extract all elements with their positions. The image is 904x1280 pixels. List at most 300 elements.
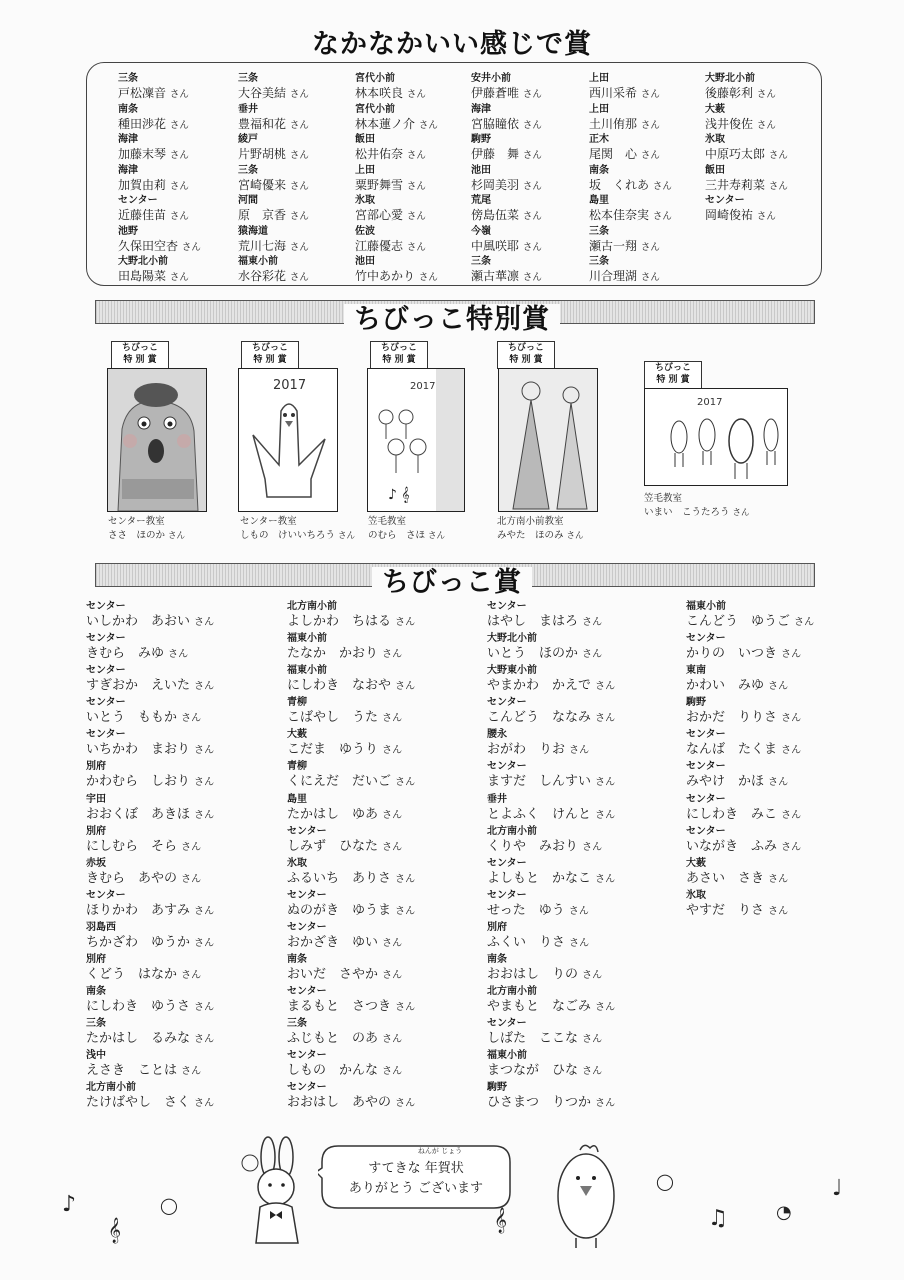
- entry-school: センター: [287, 889, 327, 901]
- entry-name: いちかわ まおり さん: [86, 742, 215, 758]
- award-entry: [86, 632, 214, 664]
- entry-school: 別府: [86, 761, 106, 773]
- award-entry: [355, 225, 438, 256]
- entry-school: センター: [86, 889, 126, 901]
- entry-school: 綾戸: [238, 134, 258, 145]
- entry-name: すぎおか えいた さん: [86, 678, 215, 694]
- entry-school: 上田: [589, 73, 609, 84]
- section1-column: [238, 72, 309, 286]
- entry-name: おがわ りお さん: [487, 742, 590, 758]
- entry-name: ふくい りさ さん: [487, 934, 590, 950]
- section3-column: [287, 600, 415, 1114]
- award-entry: [86, 825, 214, 857]
- award-tag: ちびっこ 特 別 賞: [111, 341, 169, 369]
- entry-school: 福東小前: [287, 665, 327, 677]
- entry-name: よしもと かなこ さん: [487, 870, 616, 886]
- entry-name: 宮部心愛 さん: [355, 208, 426, 222]
- award-entry: [487, 953, 615, 985]
- entry-name: せった ゆう さん: [487, 902, 589, 918]
- drawing-princesses: [498, 368, 598, 512]
- entry-name: いとう ほのか さん: [487, 646, 603, 662]
- entry-name: 水谷彩花 さん: [238, 269, 309, 283]
- award-entry: [589, 225, 672, 256]
- entry-name: やまかわ かえで さん: [487, 678, 616, 694]
- award-entry: [705, 164, 788, 195]
- award-entry: [471, 103, 542, 134]
- entry-name: ふじもと のあ さん: [287, 1031, 403, 1047]
- entry-name: やすだ りさ さん: [686, 902, 789, 918]
- entry-school: 別府: [86, 825, 106, 837]
- award-entry: [705, 72, 788, 103]
- entry-school: センター: [287, 1050, 327, 1062]
- entry-school: 別府: [86, 954, 106, 966]
- entry-name: 宮崎優来 さん: [238, 177, 309, 192]
- entry-name: かわむら しおり さん: [86, 774, 215, 790]
- entry-name: にしわき みこ さん: [686, 806, 802, 822]
- entry-name: おかざき ゆい さん: [287, 934, 403, 950]
- entry-school: 氷取: [705, 134, 725, 145]
- award-entry: [287, 728, 415, 760]
- entry-name: たかはし るみな さん: [86, 1031, 215, 1047]
- drawing-year-text-2: 2017: [410, 381, 436, 392]
- section3-column: [487, 600, 615, 1114]
- award-entry: [355, 194, 438, 225]
- entry-name: みやけ かほ さん: [686, 774, 789, 790]
- entry-school: 青柳: [287, 697, 307, 709]
- award-entry: [471, 194, 542, 225]
- entry-school: センター: [487, 601, 527, 612]
- section2-title: [0, 297, 904, 336]
- entry-name: 加藤末琴 さん: [118, 147, 189, 161]
- entry-name: 瀬古華凛 さん: [471, 269, 542, 283]
- award-entry: [355, 72, 438, 103]
- entry-school: 三条: [118, 73, 138, 84]
- entry-name: にしわき なおや さん: [287, 678, 416, 694]
- award-entry: [471, 225, 542, 256]
- entry-name: 傍島伍菜 さん: [471, 208, 542, 222]
- entry-name: 竹中あかり さん: [355, 269, 438, 283]
- award-entry: [118, 225, 201, 256]
- entry-name: 伊藤蒼唯 さん: [471, 86, 542, 100]
- entry-school: 大薮: [287, 729, 307, 741]
- award-entry: [86, 728, 214, 760]
- entry-name: なんば たくま さん: [686, 742, 802, 758]
- award-entry: [686, 857, 814, 889]
- entry-name: ちかざわ ゆうか さん: [86, 934, 215, 950]
- entry-name: 近藤佳苗 さん: [118, 208, 189, 222]
- drawing-year-text: 2017: [273, 378, 307, 393]
- entry-school: 大薮: [686, 857, 706, 869]
- music-note-icon: ♪: [62, 1192, 77, 1217]
- award-school: 笠毛教室: [644, 493, 683, 504]
- entry-school: 駒野: [686, 697, 706, 709]
- entry-name: くどう はなか さん: [86, 967, 202, 983]
- entry-school: 三条: [589, 225, 609, 237]
- award-entry: [589, 133, 672, 164]
- section1-column: [705, 72, 788, 225]
- entry-name: たけばやし さく さん: [86, 1095, 215, 1111]
- award-entry: [287, 857, 415, 889]
- entry-name: くりや みおり さん: [487, 838, 603, 854]
- entry-name: 林本咲良 さん: [355, 86, 426, 100]
- award-entry: [287, 664, 415, 696]
- drawing-chick-svg: [108, 369, 206, 511]
- award-entry: [705, 133, 788, 164]
- entry-school: 宇田: [86, 793, 106, 805]
- entry-school: 今嶺: [471, 225, 491, 237]
- entry-school: センター: [86, 601, 126, 612]
- entry-school: 海津: [118, 134, 138, 145]
- entry-school: 三条: [238, 73, 258, 84]
- award-entry: [487, 728, 615, 760]
- award-entry: [487, 921, 615, 953]
- award-entry: [86, 696, 214, 728]
- entry-school: 飯田: [355, 134, 375, 145]
- entry-name: 杉岡美羽 さん: [471, 177, 542, 192]
- section3-title-text: ちびっこ賞: [372, 567, 532, 598]
- award-entry: [287, 696, 415, 728]
- award-entry: [118, 72, 201, 103]
- chick-icon: [540, 1140, 630, 1250]
- entry-school: 安井小前: [471, 73, 511, 84]
- award-entry: [238, 194, 309, 225]
- entry-name: 宮脇瞳依 さん: [471, 116, 542, 131]
- message-line1: すてきな 年賀状: [368, 1161, 464, 1176]
- entry-name: よしかわ ちはる さん: [287, 614, 416, 629]
- entry-name: にしわき ゆうさ さん: [86, 999, 215, 1015]
- entry-name: えさき ことは さん: [86, 1063, 202, 1079]
- award-entry: [487, 825, 615, 857]
- section1-column: [471, 72, 542, 286]
- entry-school: センター: [686, 761, 726, 773]
- award-entry: [118, 255, 201, 286]
- entry-name: 荒川七海 さん: [238, 238, 309, 253]
- entry-school: 荒尾: [471, 195, 491, 206]
- entry-name: きむら あやの さん: [86, 870, 202, 886]
- award-entry: [238, 103, 309, 134]
- entry-name: いとう ももか さん: [86, 710, 202, 726]
- small-chick-icon: ◔: [776, 1202, 792, 1223]
- entry-school: 福東小前: [238, 256, 278, 267]
- rabbit-icon: [228, 1135, 328, 1250]
- entry-name: 岡崎俊祐 さん: [705, 208, 776, 222]
- entry-name: こんどう ななみ さん: [487, 710, 616, 726]
- award-entry: [471, 72, 542, 103]
- award-entry: [238, 164, 309, 195]
- entry-school: 北方南小前: [487, 986, 537, 998]
- award-school: センター教室: [240, 516, 297, 527]
- award-entry: [487, 760, 615, 792]
- award-entry: [86, 600, 214, 632]
- entry-school: 福東小前: [487, 1050, 527, 1062]
- entry-name: 三井寿莉菜 さん: [705, 177, 788, 192]
- entry-school: 佐波: [355, 225, 375, 237]
- entry-name: 中原巧太郎 さん: [705, 147, 788, 161]
- award-entry: [287, 825, 415, 857]
- entry-school: センター: [705, 195, 745, 206]
- entry-name: はやし まはろ さん: [487, 614, 603, 629]
- entry-name: おかだ りりさ さん: [686, 710, 802, 726]
- award-entry: [287, 889, 415, 921]
- award-entry: [86, 1017, 214, 1049]
- entry-school: センター: [287, 1082, 327, 1094]
- message-line2: ありがとう ございます: [348, 1181, 484, 1196]
- entry-school: センター: [487, 1018, 527, 1030]
- award-tag: ちびっこ 特 別 賞: [370, 341, 428, 369]
- award-entry: [287, 1017, 415, 1049]
- entry-name: 川合理湖 さん: [589, 269, 660, 283]
- entry-name: しみず ひなた さん: [287, 838, 403, 854]
- entry-name: 土川侑那 さん: [589, 116, 660, 131]
- entry-school: 東南: [686, 665, 706, 677]
- award-entry: [686, 632, 814, 664]
- drawing-chicks-row-svg: [645, 389, 787, 485]
- drawing-chicks-row: [644, 388, 788, 486]
- entry-school: 河間: [238, 195, 258, 206]
- section1-column: [355, 72, 438, 286]
- entry-name: いながき ふみ さん: [686, 838, 802, 854]
- entry-school: 大野東小前: [487, 665, 537, 677]
- entry-name: きむら みゆ さん: [86, 646, 189, 662]
- entry-name: 粟野舞雪 さん: [355, 177, 426, 192]
- entry-school: 氷取: [355, 195, 375, 206]
- entry-school: 垂井: [238, 103, 258, 115]
- entry-name: ますだ しんすい さん: [487, 774, 616, 790]
- award-entry: [589, 194, 672, 225]
- entry-school: センター: [287, 921, 327, 933]
- entry-school: 氷取: [686, 889, 706, 901]
- section3-title: [0, 560, 904, 599]
- award-entry: [86, 1081, 214, 1113]
- entry-school: 三条: [589, 256, 609, 267]
- award-entry: [86, 921, 214, 953]
- entry-school: 島里: [287, 793, 307, 805]
- entry-name: しばた ここな さん: [487, 1031, 603, 1047]
- entry-school: 大野北小前: [705, 73, 755, 84]
- entry-school: 海津: [471, 103, 491, 115]
- entry-name: 坂 くれあ さん: [589, 177, 672, 192]
- entry-school: センター: [686, 633, 726, 645]
- award-name: ささ ほのか さん: [108, 530, 186, 541]
- award-entry: [355, 103, 438, 134]
- entry-name: 西川采希 さん: [589, 86, 660, 100]
- entry-name: ふるいち ありさ さん: [287, 870, 416, 886]
- entry-name: いしかわ あおい さん: [86, 614, 215, 629]
- award-entry: [686, 696, 814, 728]
- entry-school: センター: [686, 729, 726, 741]
- award-entry: [287, 1049, 415, 1081]
- award-entry: [287, 600, 415, 632]
- entry-school: 駒野: [471, 134, 491, 145]
- entry-name: おおはし あやの さん: [287, 1095, 416, 1111]
- section3-column: [86, 600, 214, 1114]
- entry-school: 南条: [589, 164, 609, 176]
- entry-name: たなか かおり さん: [287, 646, 403, 662]
- entry-school: 垂井: [487, 793, 507, 805]
- award-entry: [686, 760, 814, 792]
- entry-name: 林本蓮ノ介 さん: [355, 116, 438, 131]
- treble-clef-icon: 𝄞: [108, 1218, 122, 1243]
- entry-name: にしむら そら さん: [86, 838, 202, 854]
- entry-name: ひさまつ りつか さん: [487, 1095, 616, 1111]
- award-name: いまい こうたろう さん: [644, 507, 750, 518]
- entry-school: 池田: [471, 164, 491, 176]
- award-entry: [487, 1017, 615, 1049]
- entry-school: 池田: [355, 256, 375, 267]
- award-entry: [238, 133, 309, 164]
- entry-school: 羽島西: [86, 921, 116, 933]
- entry-name: 尾関 心 さん: [589, 147, 660, 161]
- award-entry: [86, 760, 214, 792]
- award-entry: [686, 600, 814, 632]
- award-entry: [86, 985, 214, 1017]
- entry-name: かりの いつき さん: [686, 646, 802, 662]
- award-tag: ちびっこ 特 別 賞: [497, 341, 555, 369]
- entry-school: 浅中: [86, 1050, 106, 1062]
- entry-school: センター: [287, 825, 327, 837]
- entry-school: 北方南小前: [487, 825, 537, 837]
- treble-clef-icon: 𝄞: [494, 1208, 508, 1233]
- entry-name: おおくぼ あきほ さん: [86, 806, 215, 822]
- entry-name: 豊福和花 さん: [238, 116, 309, 131]
- award-entry: [86, 889, 214, 921]
- entry-school: 猿海道: [238, 225, 268, 237]
- entry-school: センター: [86, 665, 126, 677]
- entry-school: 赤坂: [86, 857, 106, 869]
- award-entry: [238, 255, 309, 286]
- entry-name: まるもと さつき さん: [287, 999, 416, 1015]
- award-entry: [487, 664, 615, 696]
- entry-school: 大野北小前: [487, 633, 537, 645]
- entry-school: 宮代小前: [355, 103, 395, 115]
- entry-name: 江藤優志 さん: [355, 238, 426, 253]
- entry-school: センター: [86, 729, 126, 741]
- entry-school: 北方南小前: [287, 601, 337, 612]
- entry-name: 田島陽菜 さん: [118, 269, 189, 283]
- award-entry: [118, 133, 201, 164]
- award-entry: [705, 103, 788, 134]
- entry-school: センター: [686, 793, 726, 805]
- entry-school: 大薮: [705, 103, 725, 115]
- entry-name: 大谷美結 さん: [238, 86, 309, 100]
- entry-school: 別府: [487, 921, 507, 933]
- award-entry: [589, 164, 672, 195]
- entry-school: 腰永: [487, 729, 507, 741]
- section2-title-text: ちびっこ特別賞: [344, 304, 560, 335]
- award-entry: [487, 985, 615, 1017]
- award-entry: [355, 255, 438, 286]
- award-entry: [487, 889, 615, 921]
- section1-column: [118, 72, 201, 286]
- entry-name: 原 京香 さん: [238, 208, 309, 222]
- entry-name: やまもと なごみ さん: [487, 999, 616, 1015]
- drawing-bird: [238, 368, 338, 512]
- entry-name: 加賀由莉 さん: [118, 177, 189, 192]
- drawing-animals: [367, 368, 465, 512]
- award-entry: [287, 985, 415, 1017]
- drawing-princesses-svg: [499, 369, 597, 511]
- entry-school: 上田: [589, 103, 609, 115]
- award-name: みやた ほのみ さん: [497, 530, 584, 541]
- entry-name: ぬのがき ゆうま さん: [287, 902, 416, 918]
- entry-school: センター: [86, 697, 126, 709]
- music-note-icon: ♩: [832, 1176, 843, 1201]
- award-entry: [355, 164, 438, 195]
- entry-school: 三条: [287, 1018, 307, 1030]
- award-entry: [487, 793, 615, 825]
- award-school: センター教室: [108, 516, 165, 527]
- entry-school: 池野: [118, 225, 138, 237]
- entry-name: こばやし うた さん: [287, 710, 403, 726]
- award-entry: [487, 696, 615, 728]
- entry-school: 上田: [355, 164, 375, 176]
- message-ruby: ねんが じょう: [417, 1147, 463, 1155]
- award-entry: [589, 255, 672, 286]
- award-entry: [287, 760, 415, 792]
- entry-school: 青柳: [287, 761, 307, 773]
- section1-column: [589, 72, 672, 286]
- entry-name: たかはし ゆあ さん: [287, 806, 403, 822]
- entry-school: 福東小前: [686, 601, 726, 612]
- entry-school: センター: [487, 857, 527, 869]
- entry-school: センター: [686, 825, 726, 837]
- entry-name: 種田渉花 さん: [118, 116, 189, 131]
- award-entry: [686, 793, 814, 825]
- award-entry: [589, 103, 672, 134]
- entry-name: くにえだ だいご さん: [287, 774, 416, 790]
- entry-school: 島里: [589, 195, 609, 206]
- award-entry: [238, 225, 309, 256]
- entry-school: 飯田: [705, 164, 725, 176]
- entry-school: センター: [118, 195, 158, 206]
- award-entry: [686, 664, 814, 696]
- award-tag: ちびっこ 特 別 賞: [644, 361, 702, 389]
- award-entry: [487, 1049, 615, 1081]
- entry-name: とよふく けんと さん: [487, 806, 616, 822]
- entry-school: 宮代小前: [355, 73, 395, 84]
- award-entry: [705, 194, 788, 225]
- entry-school: 北方南小前: [86, 1082, 136, 1094]
- award-entry: [287, 1081, 415, 1113]
- entry-school: 南条: [86, 986, 106, 998]
- entry-school: センター: [487, 889, 527, 901]
- award-entry: [686, 889, 814, 921]
- entry-name: 後藤彰利 さん: [705, 86, 776, 100]
- drawing-animals-svg: [368, 369, 464, 511]
- entry-school: 氷取: [287, 857, 307, 869]
- award-entry: [487, 857, 615, 889]
- svg-text:2017: 2017: [697, 397, 723, 408]
- entry-school: 海津: [118, 164, 138, 176]
- award-entry: [487, 632, 615, 664]
- entry-school: 駒野: [487, 1082, 507, 1094]
- entry-school: センター: [487, 761, 527, 773]
- award-entry: [86, 664, 214, 696]
- award-entry: [686, 825, 814, 857]
- section3-column: [686, 600, 814, 921]
- entry-school: 南条: [118, 103, 138, 115]
- entry-school: 南条: [487, 954, 507, 966]
- entry-name: 久保田空杏 さん: [118, 238, 201, 253]
- entry-name: 松井佑奈 さん: [355, 147, 426, 161]
- award-entry: [287, 953, 415, 985]
- award-entry: [589, 72, 672, 103]
- music-note-icon: ♫: [708, 1206, 728, 1231]
- entry-name: おいだ さやか さん: [287, 967, 403, 983]
- entry-school: 正木: [589, 134, 609, 145]
- award-entry: [686, 728, 814, 760]
- award-entry: [487, 600, 615, 632]
